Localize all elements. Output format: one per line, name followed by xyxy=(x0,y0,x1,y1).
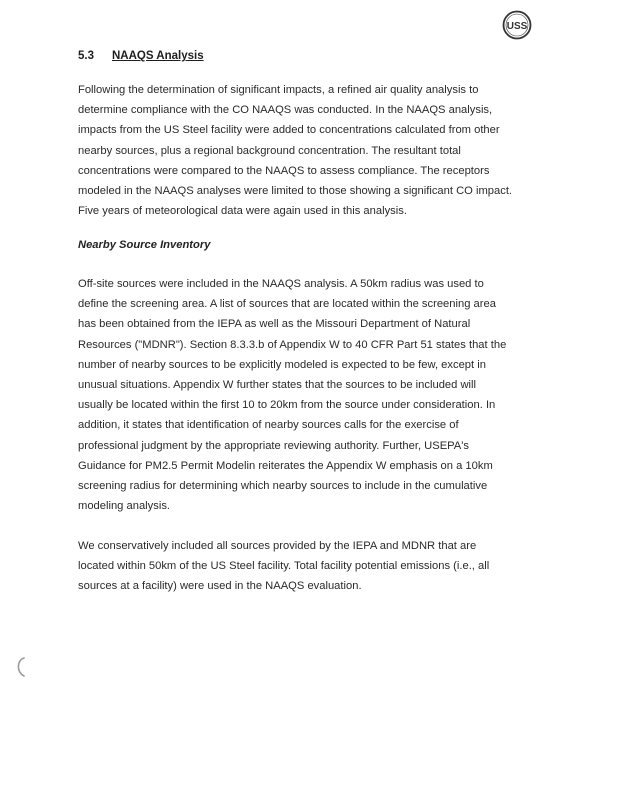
paragraph-line: define the screening area. A list of sources that are located within the screening area xyxy=(78,298,496,311)
paragraph-ncaaqs-intro xyxy=(78,80,512,221)
uss-logo-icon xyxy=(502,10,532,40)
paragraph-line: modeled in the NAAQS analyses were limited to those showing a significant CO impact. xyxy=(78,185,513,198)
subsection-heading: Nearby Source Inventory xyxy=(78,239,211,251)
paragraph-line: unusual situations. Appendix W further states that the sources to be included will xyxy=(78,379,477,392)
paragraph-line: We conservatively included all sources provided by the IEPA and MDNR that are xyxy=(78,540,477,552)
paragraph-line: has been obtained from the IEPA as well as the Missouri Department of Natural xyxy=(78,318,471,331)
section-title: NAAQS Analysis xyxy=(112,50,204,62)
paragraph-line: sources at a facility) were used in the NAAQS evaluation. xyxy=(78,580,362,593)
paragraph-line: concentrations were compared to the NAAQS to assess compliance. The receptors xyxy=(78,164,490,177)
paragraph-line: nearby sources, plus a regional background concentration. The resultant total xyxy=(78,144,461,157)
paragraph-line: modeling analysis. xyxy=(78,500,171,513)
paragraph-line: determine compliance with the CO NAAQS was conducted. In the NAAQS analysis, xyxy=(78,104,493,117)
paragraph-source-inventory xyxy=(78,274,506,516)
paragraph-line: Following the determination of significant impacts, a refined air quality analysis to xyxy=(78,84,479,96)
paragraph-line: impacts from the US Steel facility were added to concentrations calculated from other xyxy=(78,124,500,137)
scan-margin-mark-icon xyxy=(12,654,34,680)
paragraph-line: professional judgment by the appropriate reviewing authority. Further, USEPA's xyxy=(78,439,469,452)
paragraph-line: Off-site sources were included in the NAAQS analysis. A 50km radius was used to xyxy=(78,278,484,290)
paragraph-line: addition, it states that identification of nearby sources calls for the exercise of xyxy=(78,419,459,432)
uss-logo-text: USS xyxy=(506,21,528,32)
section-number: 5.3 xyxy=(78,50,94,62)
paragraph-line: number of nearby sources to be explicitly modeled is expected to be few, except in xyxy=(78,358,486,371)
section-heading xyxy=(78,50,204,62)
paragraph-line: screening radius for determining which nearby sources to include in the cumulative xyxy=(78,480,488,493)
paragraph-line: usually be located within the first 10 to 20km from the source under consideration. In xyxy=(78,399,496,412)
paragraph-line: Guidance for PM2.5 Permit Modelin reiterates the Appendix W emphasis on a 10km xyxy=(78,459,493,472)
paragraph-line: Resources ("MDNR"). Section 8.3.3.b of Appendix W to 40 CFR Part 51 states that the xyxy=(78,338,507,351)
paragraph-line: located within 50km of the US Steel facility. Total facility potential emissions (i.e., all xyxy=(78,560,490,573)
paragraph-conclusion xyxy=(78,536,489,597)
paragraph-line: Five years of meteorological data were again used in this analysis. xyxy=(78,205,407,218)
